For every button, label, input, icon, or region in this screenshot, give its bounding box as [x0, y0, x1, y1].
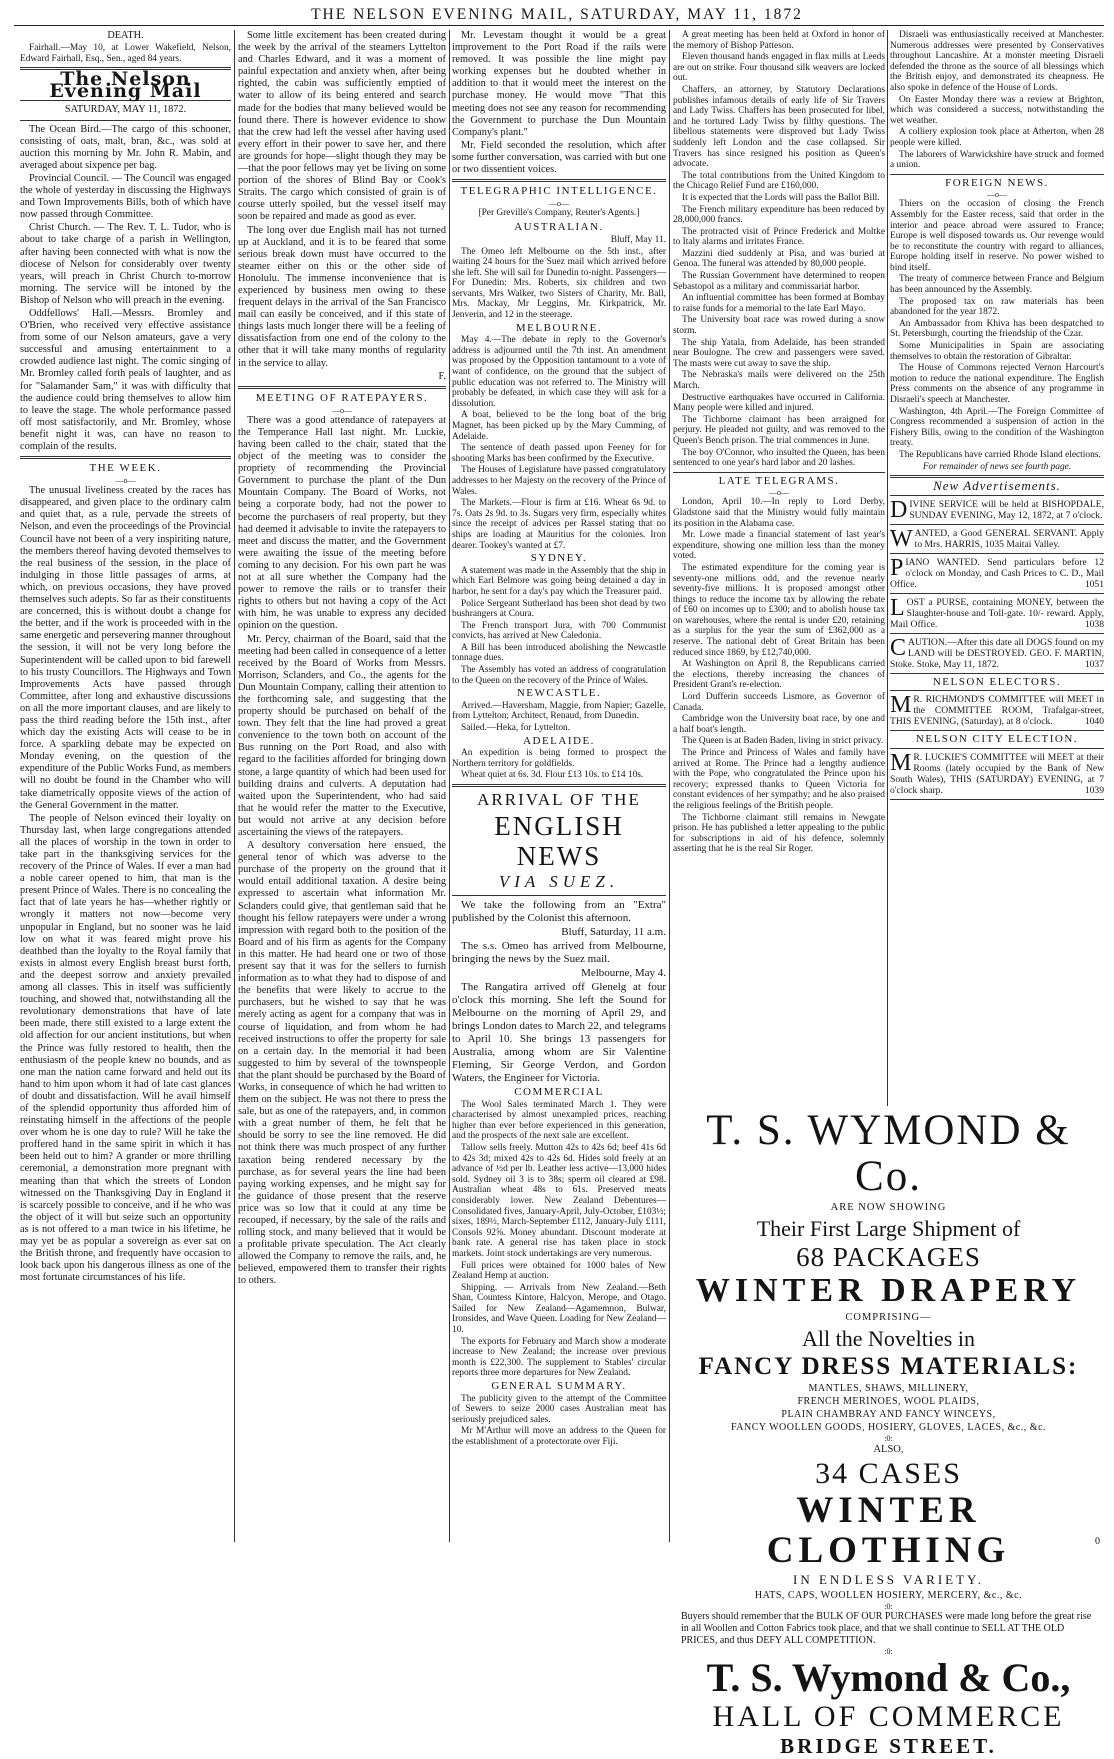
arrival-heading-3: VIA SUEZ.	[498, 872, 620, 891]
rule	[890, 730, 1104, 731]
column-2	[238, 30, 446, 1540]
election-heading: NELSON CITY ELECTION.	[915, 733, 1079, 746]
local-items	[20, 124, 231, 454]
telegram-paragraph: Arrived.—Haversham, Maggie, from Napier; Gazelle, from Lyttelton; Architect, Renaud, from Dunedin.	[452, 700, 666, 722]
telegram-paragraph: A boat, believed to be the long boat of the brig Magnet, has been picked up by the Mary Cumming, of Adelaide.	[452, 410, 666, 442]
telegram-paragraph: A Bill has been introduced abolishing the Newcastle tonnage dues.	[452, 642, 666, 664]
classified-ad	[890, 554, 1104, 590]
article-paragraph: Mr. Field seconded the resolution, which after some further conversation, was carried with but one or two dissentient voices.	[452, 139, 666, 176]
meeting-heading: MEETING OF RATEPAYERS.	[255, 391, 429, 404]
rule	[452, 179, 666, 182]
news-paragraph: Christ Church. — The Rev. T. L. Tudor, who is about to take charge of a parish in Wellington, after having been connected with what is now the diocese of Nelson for considerably over twenty years, will preach in Christ Church to-morrow morning. The service will be intoned by the Bishop of Nelson who will preach in the evening.	[20, 222, 231, 306]
heading-ornament: —o—	[769, 488, 789, 498]
rule	[452, 895, 666, 896]
rule	[890, 799, 1104, 800]
article-paragraph: Some little excitement has been created during the week by the arrival of the steamers Lyttelton and Charles Edward, and it was a moment of painful expectation and anxiety when, after being righted, the cabin was sufficiently emptied of water to allow of its being entered and search made for the bodies that many believed would be found there. There is however evidence to show that the crew had left the vessel after having used every effort in their power to save her, and there are grounds for hope—slight though they may be—that the poor fellows may yet be living on some portion of the shores of Blind Bay or Cook's Straits. The cargo which consisted of grain is of course utterly spoiled, but the vessel itself may soon be repaired and made as good as ever.	[238, 30, 446, 223]
news-paragraph: The University boat race was rowed during a snow storm.	[673, 315, 885, 337]
paper-date: SATURDAY, MAY 11, 1872.	[64, 104, 187, 116]
rule	[890, 524, 1104, 525]
general-summary-heading: GENERAL SUMMARY.	[491, 1380, 627, 1393]
telegram-paragraph: The Prince and Princess of Wales and family have arrived at Rome. The Prince had a lengthy audience with the Pope, who congratulated the Prince upon his recovery; expressed thanks to Queen Victoria for constant evidences of her sympathy; and he also praised the religious feelings of the British people.	[673, 748, 885, 811]
commercial-paragraph: The exports for February and March show a moderate increase to New Zealand; the increase over previous month is £22,300. The supplement to Stables' circular reports three more departures for New Zealand.	[452, 1336, 666, 1379]
news-paragraph: The boy O'Connor, who insulted the Queen, has been sentenced to one year's hard labor and 20 lashes.	[673, 447, 885, 469]
classified-ad	[890, 749, 1104, 796]
telegram-paragraph: At Washington on April 8, the Republicans carried the elections, thereby increasing the chances of President Grant's re-election.	[673, 659, 885, 691]
page-number: 0	[1095, 1536, 1100, 1547]
news-items	[673, 30, 885, 469]
classified-ad	[890, 694, 1104, 727]
commercial-paragraph: The Wool Sales terminated March 1. They were characterised by almost unexampled prices, reaching higher than ever before experienced in this generation, and the prospects of the next sale are excellent.	[452, 1099, 666, 1142]
news-paragraph: Eleven thousand hands engaged in flax mills at Leeds are out on strike. Four thousand silk weavers are locked out.	[673, 52, 885, 84]
summary-paragraph: The publicity given to the attempt of the Committee of Sewers to seize 2000 cases Australian meat has seriously prejudiced sales.	[452, 1393, 666, 1425]
general-summary-items	[452, 1394, 666, 1448]
new-advertisements-heading: New Advertisements.	[933, 478, 1061, 494]
ad-text: AUTION.—After this date all DOGS found on my LAND will be DESTROYED. GEO. F. MARTIN, Stoke. Stoke, May 11, 1872.	[890, 636, 1104, 670]
rule	[890, 553, 1104, 554]
article-paragraph: The people of Nelson evinced their loyalty on Thursday last, when large congregations attended all the places of worship in the town in order to take part in the thanksgiving services for the recovery of the Prince of Wales. If ever a man had a noble career opened to him, that man is the present Prince of Wales. There is no concealing the fact that of late years he has—whether rightly or wrongly it matters not now—become very unpopular in England, but no sooner was he laid low on what it was feared might prove his deathbed than the loyalty to the Royal family that exists in almost every English breast burst forth, and the deepest sorrow and anxiety prevailed among all classes. This in itself was sufficiently touching, and showed that, notwithstanding all the revolutionary demonstrations that have of late been made, there still existed to a large extent the old affection for our ancient institutions, but when the Prince was fully restored to health, then the enthusiasm of the people knew no bounds, and as one man the nation came forward and held out its hand to him upon whom it had of late cast glances of doubt and dissatisfaction. Will he avail himself of the splendid opportunity thus afforded him of reinstating himself in the affections of the people over whom he is one day to rule? Will he take the proffered hand in the same spirit in which it has been held out to him? A grander or more thrilling ceremonial, a demonstration more pregnant with meaning than that which the streets of London witnessed on the Thanksgiving Day in England it is scarcely possible to conceive, and if he who was the object of it will but seize such an opportunity as is not offered to a man twice in his lifetime, he may yet be as popular a sovereign as ever sat on the British throne, and frequently have occasion to look back upon his dangerous illness as one of the most fortunate circumstances of his life.	[20, 812, 231, 1284]
electors-ad	[890, 694, 1104, 731]
telegram-paragraph: The Assembly has voted an address of congratulation to the Queen on the recovery of the Prince of Wales.	[452, 665, 666, 686]
column-rule	[234, 30, 235, 1542]
commercial-items	[452, 1100, 666, 1379]
telegram-paragraph: Mr. Lowe made a financial statement of last year's expenditure, showing one million less than the money voted.	[673, 530, 885, 562]
article-paragraph: Mr. Percy, chairman of the Board, said that the meeting had been called in consequence of a letter received by the Board of Works from Messrs. Morrison, Sclanders, and Co., the agents for the Dun Mountain Company, calling their attention to the forthcoming sale, and suggesting that the property should be purchased on behalf of the town. They felt that the line had proved a great convenience to the town both on account of the Bus running on the Port Road, and also with regard to the facilities afforded for bringing down stone, a large quantity of which had been used for building drains and culverts. A deputation had waited upon the Superintendent, who had said that he would refer the matter to the Executive, but would not arrive at any decision before ascertaining the views of the ratepayers.	[238, 633, 446, 838]
ad-winter-drapery: WINTER DRAPERY	[695, 1272, 1082, 1309]
foreign-news-paragraph: Washington, 4th April.—The Foreign Committee of Congress recommended a suspension of action in the Fishery Bills, owing to the condition of the Washington treaty.	[890, 406, 1104, 449]
rule	[890, 174, 1104, 175]
telegram-paragraph: The Houses of Legislature have passed congratulatory addresses to her Majesty on the recovery of the Prince of Wales.	[452, 465, 666, 497]
arrival-item: The Rangatira arrived off Glenelg at four o'clock this morning. She left the Sound for Melbourne on the morning of April 29, and brings London dates to March 22, and telegrams to April 10. She brings 13 passengers for Australia, among whom are Sir Valentine Fleming, Sir George Verdon, and Gordon Waters, the Engineer for Victoria.	[452, 981, 666, 1084]
ad-shipment: Their First Large Shipment of	[756, 1216, 1021, 1241]
week-heading: THE WEEK.	[89, 462, 162, 475]
newcastle-items	[452, 701, 666, 734]
foreign-news-paragraph: The House of Commons rejected Vernon Harcourt's motion to reduce the national expenditure. The English Press comments on the absence of any programme in Disraeli's speech at Manchester.	[890, 363, 1104, 405]
late-telegram-items	[673, 497, 885, 855]
dateline: Bluff, May 11.	[610, 234, 666, 245]
foreign-news-paragraph: Thiers on the occasion of closing the French Assembly for the Easter recess, said that order in the interior and peace abroad were assured to France; Europe is well disposed towards us. Our revenge would be to reconstitute the country with regard to alliances, Europe holding itself in reserve. No power wished to bind itself.	[890, 199, 1104, 273]
ad-text: IVINE SERVICE will be held at BISHOPDALE, SUNDAY EVENING, May 12, 1872, at 7 o'clock.	[909, 498, 1104, 521]
news-paragraph: The French military expenditure has been reduced by 28,000,000 francs.	[673, 204, 885, 226]
rule	[20, 120, 231, 121]
summary-paragraph: Mr M'Arthur will move an address to the Queen for the establishment of a protectorate over Fiji.	[452, 1426, 666, 1447]
telegram-paragraph: A statement was made in the Assembly that the ship in which Earl Belmore was going being detained a day in harbor, he sent for a day's pay which the Treasurer paid.	[452, 565, 666, 597]
dateline: Bluff, Saturday, 11 a.m.	[561, 926, 666, 938]
news-paragraph: A colliery explosion took place at Atherton, when 28 people were killed.	[890, 127, 1104, 148]
telegram-paragraph: The Queen is at Baden Baden, living in strict privacy.	[682, 736, 884, 747]
news-paragraph: The laborers of Warwickshire have struck and formed a union.	[890, 149, 1104, 171]
australian-heading: AUSTRALIAN.	[514, 220, 604, 233]
rule	[890, 495, 1104, 496]
news-paragraph: Oddfellows' Hall.—Messrs. Bromley and O'Brien, who received very effective assistance from some of our Nelson amateurs, gave a very successful and amusing entertainment to a crowded audience last night. The comic singing of Mr. Bromley called forth peals of laughter, and as for "Salamander Sam," it was with difficulty that the audience could bring themselves to allow him to leave the stage. The whole performance passed off most satisfactorily, and Mr. Bromley, whose benefit night it was, can have no reason to complain of the results.	[20, 307, 231, 452]
death-heading: DEATH.	[107, 30, 144, 41]
telegram-paragraph: The estimated expenditure for the coming year is seventy-one millions odd, and the revenue nearly seventy-five millions. It is proposed amongst other things to reduce the income tax by allowing the rebate of £60 on incomes up to £300; and to abolish house tax on warehouses, where the rental is under £20, retaining as a surplus for the year the sum of £362,000 as a reserve. The national debt of Great Britain has been reduced since 1869, by £12,740,000.	[673, 562, 885, 658]
sydney-items	[452, 566, 666, 687]
rule	[890, 673, 1104, 674]
meeting-article	[238, 415, 446, 1288]
ad-number: 1038	[1084, 618, 1104, 630]
ad-cases: 34 CASES	[815, 1457, 962, 1490]
ad-comprising: COMPRISING—	[845, 1312, 932, 1323]
telegram-paragraph: Sailed.—Heka, for Lyttelton.	[461, 723, 571, 734]
article-paragraph: A desultory conversation here ensued, the general tenor of which was adverse to the purchase of the property on the ground that it would entail additional taxation. A desire being expressed to ascertain what information Mr. Sclanders could give, that gentleman said that he thought his fellow ratepayers were under a wrong impression with regard both to the position of the Board and of his firm as agents for the Company in this matter. He had heard one or two of those present say that it was for the sellers to furnish information as to what they had to dispose of and the benefits that were likely to accrue to the purchasers, but he wished to say that he was merely acting as agent for a company that was in course of liquidation, and from whom he had received instructions to offer the property for sale on a certain day. In the memorial it had been suggested to him by several of the townspeople that the plant should be purchased by the Board of Works, in consequence of which he had written to them on the subject. He was not there to press the sale, but as one of the ratepayers, and, in common with a great number of them, he felt that he should be sorry to see the line removed. He did not think there was much prospect of any further taxation being rendered necessary by the purchase, as for several years the line had been paying working expenses, and he might say for the guidance of those present that the reserve price was so low that it could at any time be recouped, if necessary, by the sale of the rails and rolling stock, and many believed that it would be a profitable private speculation. The Act clearly allowed the Company to remove the rails, and, he believed, empowered them to transfer their rights to others.	[238, 840, 446, 1287]
foreign-news-paragraph: The Republicans have carried Rhode Island elections.	[899, 449, 1101, 460]
classified-ad	[890, 634, 1104, 670]
telegram-paragraph: London, April 10.—In reply to Lord Derby, Gladstone said that the Ministry would fully maintain its position in the Alabama case.	[673, 497, 885, 529]
week-article-continued	[238, 30, 446, 370]
heading-ornament: —o—	[987, 190, 1007, 200]
ad-also: ALSO,	[873, 1444, 904, 1455]
paper-title: The Nelson Evening Mail	[49, 68, 202, 103]
news-paragraph: Provincial Council. — The Council was engaged the whole of yesterday in discussing the Highways and Town Improvements Bills, both of which have now passed through Committee.	[20, 172, 231, 221]
news-paragraph: On Easter Monday there was a review at Brighton, which was considered a success, notwithstanding the wet weather.	[890, 94, 1104, 126]
masthead-rule	[14, 25, 1104, 26]
commercial-heading: COMMERCIAL	[514, 1086, 604, 1098]
ad-firm-name-2: T. S. Wymond & Co.,	[706, 1655, 1071, 1700]
column-5	[890, 30, 1104, 1105]
rule	[238, 386, 446, 389]
foreign-news-paragraph: An Ambassador from Khiva has been despatched to St. Petersburgh, courting the friendship of the Czar.	[890, 318, 1104, 340]
news-paragraph: The Ocean Bird.—The cargo of this schooner, consisting of oats, malt, bran, &c., was sold at auction this morning by Mr. John R. Mabin, and averaged about sixpence per bag.	[20, 123, 231, 171]
drop-capital: C	[890, 634, 907, 661]
commercial-paragraph: Tallow sells freely. Mutton 42s to 42s 6d; beef 41s 6d to 42s 3d; mixed 42s to 42s 6d. Hides sold freely at an advance of ½d per lb. Leather less active—13,000 hides sold. Sydney oil 3 is to 38s; sperm oil cleared at £98. Australian wheat 48s to 61s. Preserved meats considerably lower. New Zealand Debentures—Consolidated fives, January-April, July-October, £103½; sixes, 189½, March-September £112, January-July £111, Consols 92⅝. Money abundant. Discount moderate at bank rate. A general rise has taken place in stock markets. Joint stock undertakings are very numerous.	[452, 1142, 666, 1259]
wymond-display-ad	[673, 1107, 1104, 1758]
ad-notice: Buyers should remember that the BULK OF OUR PURCHASES were made long before the great rise in all Woollen and Cotton Fabrics took place, and that we shall continue to SELL AT THE OLD PRICES, and thus DEFY ALL COMPETITION.	[681, 1611, 1092, 1646]
classified-ad	[890, 525, 1104, 552]
ad-text: R. RICHMOND'S COMMITTEE will MEET in the COMMITTEE ROOM, Trafalgar-street, THIS EVENING, (Saturday), at 8 o'clock.	[890, 694, 1104, 728]
foreign-news-paragraph: Some Municipalities in Spain are associating themselves to obtain the restoration of Gibraltar.	[890, 341, 1104, 362]
adelaide-items	[452, 748, 666, 781]
rule	[20, 456, 231, 459]
classified-ad	[890, 496, 1104, 523]
ad-number: 1039	[1084, 784, 1104, 796]
ad-firm-name: T. S. WYMOND & Co.	[706, 1107, 1071, 1200]
article-paragraph: There was a good attendance of ratepayers at the Temperance Hall last night. Mr. Luckie, having been called to the chair, stated that the object of the meeting was to consider the propriety of recommending the Provincial Government to purchase the plant of the Dun Mountain Company. The Board of Works, not being a corporate body, had not the power to become the purchasers of real property, but they had deemed it advisable to invite the ratepayers to meet and discuss the matter, and the Government were awaiting the issue of the meeting before coming to any decision. For his own part he was not at all sure whether the Company had the power to remove the rails or to transfer their rights to others but not having a copy of the Act with him, he was unable to express any decided opinion on the question.	[238, 414, 446, 632]
telegram-paragraph: The sentence of death passed upon Feeney for for shooting Marks has been confirmed by the Executive.	[452, 443, 666, 464]
ad-hats: HATS, CAPS, WOOLLEN HOSIERY, MERCERY, &c., &c.	[754, 1590, 1023, 1601]
ad-bridge-street: BRIDGE STREET.	[780, 1734, 997, 1758]
telegram-paragraph: The Markets.—Flour is firm at £16. Wheat 6s 9d. to 7s. Oats 2s 9d. to 3s. Sugars very firm, especially whites since the receipt of advices per Rassel stating that no ships are loading at Mauritius for the colonies. Iron dearer. Tookey's wanted at £7.	[452, 498, 666, 551]
sydney-heading: SYDNEY.	[530, 552, 588, 565]
column-rule	[449, 30, 450, 1542]
arrival-item: The s.s. Omeo has arrived from Melbourne, bringing the news by the Suez mail.	[452, 940, 666, 965]
melbourne-heading: MELBOURNE.	[515, 321, 603, 334]
ad-variety: IN ENDLESS VARIETY.	[793, 1572, 984, 1587]
article-paragraph: The unusual liveliness created by the races has disappeared, and given place to the ordinary calm and quiet that, as a rule, pervade the streets of Nelson, and even the proceedings of the Provincial Council have not been of a very inspiriting nature, the members thereof having devoted themselves to the real business of the session, in the place of indulging in those little passages of arms, at which, on previous occasions, they have proved themselves such adepts. So far as their constituents are concerned, this is without doubt a change for the better, and if the work is proceeded with in the same energetic and persevering manner throughout the session, it will not be very long before the Superintendent will be called upon to bid farewell to his trusty Councillors. The Highways and Town Improvements Acts have passed through Committee, after long and exhaustive discussions on all the more important clauses, and are likely to pass the third reading before the 15th inst., after which day the existing Acts will cease to be in force. A sparkling debate may be expected on Monday evening, on the question of the expenditure of the Public Works Fund, as members will no doubt be found in the Chamber who will take diametrically opposite views of the action of the General Government in the matter.	[20, 485, 231, 811]
article-paragraph: Mr. Levestam thought it would be a great improvement to the Port Road if the rails were removed. It was possible the line might pay working expenses but he doubted whether in addition to that it would meet the interest on the purchase money. He would move "That this meeting does not see any reason for recommending the Government to purchase the Dun Mountain Company's plant."	[452, 30, 666, 138]
news-paragraph: The total contributions from the United Kingdom to the Chicago Relief Fund are £160,000.	[673, 170, 885, 192]
ad-text: R. LUCKIE'S COMMITTEE will MEET at their Rooms (lately occupied by the Bank of New South Wales), THIS (SATURDAY) EVENING, at 7 o'clock sharp.	[890, 751, 1104, 796]
arrival-intro: We take the following from an "Extra" published by the Colonist this afternoon.	[452, 899, 666, 924]
column-3	[452, 30, 666, 1540]
drop-capital: W	[890, 525, 913, 552]
news-paragraph: Chaffers, an attorney, by Statutory Declarations publishes infamous details of early life of Sir Travers and Lady Twiss. Chaffers has been prosecuted for libel, and he tortured Lady Twiss by filthy questions. The libellous statements were disproved but Lady Twiss suddenly left London and the case collapsed. Sir Travers has since resigned his position as Queen's advocate.	[673, 84, 885, 170]
telegram-paragraph: An expedition is being formed to prospect the Northern territory for goldfields.	[452, 748, 666, 769]
electors-heading: NELSON ELECTORS.	[932, 675, 1062, 688]
news-paragraph: A great meeting has been held at Oxford in honor of the memory of Bishop Patteson.	[673, 30, 885, 51]
melbourne-items	[452, 335, 666, 551]
telegram-paragraph: Cambridge won the University boat race, by one and a half boat's length.	[673, 714, 885, 735]
ad-winter-clothing: WINTER CLOTHING	[766, 1490, 1011, 1571]
ad-separator: :0:	[884, 1434, 893, 1443]
news-paragraph: The Tichborne claimant has been arraigned for perjury. He pleaded not guilty, and was removed to the Queen's Bench prison. The trial commences in June.	[673, 414, 885, 446]
foreign-news-paragraph: The proposed tax on raw materials has been abandoned for the year 1872.	[890, 296, 1104, 318]
telegram-paragraph: Lord Dufferin succeeds Lismore, as Governor of Canada.	[673, 692, 885, 713]
ad-text: ANTED, a Good GENERAL SERVANT. Apply to Mrs. HARRIS, 1035 Maitai Valley.	[914, 527, 1104, 550]
news-paragraph: An influential committee has been formed at Bombay to raise funds for a memorial to the late Earl Mayo.	[673, 293, 885, 314]
late-telegrams-heading: LATE TELEGRAMS.	[718, 474, 840, 487]
meeting-article-continued	[452, 30, 666, 176]
ad-hall-of-commerce: HALL OF COMMERCE	[712, 1700, 1065, 1733]
election-ad	[890, 749, 1104, 800]
ad-packages: 68 PACKAGES	[796, 1242, 981, 1272]
news-paragraph: The protracted visit of Prince Frederick and Moltke to Italy alarms and irritates France.	[673, 226, 885, 248]
heading-ornament: —o—	[549, 199, 569, 209]
rule	[673, 472, 885, 473]
ad-separator: :0:	[884, 1647, 893, 1656]
commercial-paragraph: Shipping. — Arrivals from New Zealand.—Beth Shan, Countess Kintore, Halcyon, Merope, and Otago. Sailed for New Zealand—Agamemnon, Bulwar, Ironsides, and Wave Queen. Loading for New Zealand—10.	[452, 1282, 666, 1336]
rule	[452, 784, 666, 787]
telegram-paragraph: May 4.—The debate in reply to the Governor's address is adjourned until the 7th inst. An amendment was proposed by the Opposition tantamount to a vote of want of confidence, on the ground that the subject of public education was not referred to. The Ministry will probably be defeated, in which case they will ask for a dissolution.	[452, 335, 666, 409]
drop-capital: D	[890, 496, 908, 523]
ad-number: 1040	[1084, 716, 1104, 728]
classified-ads	[890, 496, 1104, 674]
ad-item: PLAIN CHAMBRAY AND FANCY WINCEYS,	[781, 1409, 996, 1420]
drop-capital: P	[890, 554, 904, 581]
rule	[890, 690, 1104, 691]
drop-capital: M	[890, 749, 912, 776]
foreign-news-items	[890, 199, 1104, 460]
ad-fancy-dress: FANCY DRESS MATERIALS:	[698, 1353, 1079, 1380]
column-rule	[887, 30, 888, 1106]
telegram-paragraph: The French transport Jura, with 700 Communist convicts, has arrived at New Caledonia.	[452, 620, 666, 642]
agency-credit: [Per Greville's Company, Reuter's Agents.]	[478, 208, 640, 219]
foreign-news-paragraph: The treaty of commerce between France and Belgium has been announced by the Assembly.	[890, 274, 1104, 296]
column-rule	[669, 30, 670, 1542]
ad-item: MANTLES, SHAWS, MILLINERY,	[808, 1383, 969, 1394]
ad-number: 1037	[1084, 658, 1104, 670]
ad-item: FANCY WOOLLEN GOODS, HOSIERY, GLOVES, LACES, &c., &c.	[730, 1422, 1047, 1433]
arrival-heading-1: ARRIVAL OF THE	[477, 790, 641, 809]
news-paragraph: The ship Yatala, from Adelaide, has been stranded near Boulogne. The crew and passengers were saved. The masts were cut away to save the ship.	[673, 337, 885, 369]
telegram-paragraph: Wheat quiet at 6s. 3d. Flour £13 10s. to £14 10s.	[461, 770, 644, 781]
ad-now-showing: ARE NOW SHOWING	[830, 1202, 947, 1213]
telegram-paragraph: The Tichborne claimant still remains in Newgate prison. He has published a letter appealing to the public for subscriptions in aid of his defence, solemnly asserting that he is the real Sir Roger.	[673, 812, 885, 855]
ad-item: FRENCH MERINOES, WOOL PLAIDS,	[797, 1396, 980, 1407]
rule	[890, 748, 1104, 749]
ad-text: OST a PURSE, containing MONEY, between the Slaughter-house and Toll-gate. 10/- reward. Apply, Mail Office.	[890, 596, 1104, 630]
news-paragraph: Mazzini died suddenly at Pisa, and was buried at Genoa. The funeral was attended by 80,000 people.	[673, 248, 885, 270]
classified-ad	[890, 594, 1104, 630]
column-1	[20, 30, 231, 1540]
telegraphic-heading: TELEGRAPHIC INTELLIGENCE.	[460, 185, 658, 198]
ad-novelties: All the Novelties in	[802, 1326, 975, 1351]
news-paragraph: The Russian Government have determined to reopen Sebastopol as a military and commissariat harbor.	[673, 271, 885, 292]
arrival-heading-2: ENGLISH NEWS	[494, 811, 624, 871]
foreign-news-heading: FOREIGN NEWS.	[945, 176, 1049, 189]
signature: F.	[438, 370, 446, 382]
death-notice: Fairhall.—May 10, at Lower Wakefield, Nelson, Edward Fairhall, Esq., Sen., aged 84 years.	[20, 43, 231, 64]
heading-ornament: —o—	[115, 476, 136, 486]
news-paragraph: Destructive earthquakes have occurred in California. Many people were killed and injured.	[673, 392, 885, 414]
rule	[890, 593, 1104, 594]
adelaide-heading: ADELAIDE.	[523, 734, 595, 747]
article-paragraph: The long over due English mail has not turned up at Auckland, and it is to be feared that some serious break down must have occurred to the steamer either on this or the other side of Honolulu. The immense inconvenience that is experienced by business men owing to these frequent delays in the arrival of the San Francisco mail can easily be conceived, and if this state of things lasts much longer there will be a feeling of dissatisfaction from one end of the colony to the other that it will take many months of regularity in the service to allay.	[238, 224, 446, 369]
drop-capital: M	[890, 692, 912, 719]
week-article	[20, 485, 231, 1284]
heading-ornament: —o—	[332, 405, 352, 415]
remainder-note: For remainder of news see fourth page.	[922, 461, 1072, 472]
ad-text: IANO WANTED. Send particulars before 12 o'clock on Monday, and Cash Prices to C. D., Mail Office.	[890, 556, 1104, 590]
news-paragraph: It is expected that the Lords will pass the Ballot Bill.	[682, 192, 880, 203]
newcastle-heading: NEWCASTLE.	[516, 687, 602, 700]
masthead: THE NELSON EVENING MAIL, SATURDAY, MAY 11, 1872	[311, 6, 803, 23]
rule	[890, 633, 1104, 634]
bluff-item: The Omeo left Melbourne on the 5th inst., after waiting 24 hours for the Suez mail which arrived before she left. She will sail for Dunedin to-night. Passengers—For Dunedin: Mrs. Roberts, six children and two servants, Mrs Walker, two Sisters of Charity, Mr. Ball, Mrs. Mackay, Mr Leggins, Mr. Kirkpatrick, Mr. Jenverin, and 12 in the steerage.	[452, 246, 666, 321]
column-4	[673, 30, 885, 1105]
commercial-paragraph: Full prices were obtained for 1000 bales of New Zealand Hemp at auction.	[452, 1260, 666, 1282]
news-paragraph: The Nebraska's mails were delivered on the 25th March.	[673, 370, 885, 391]
dateline: Melbourne, May 4.	[581, 967, 666, 979]
drop-capital: L	[890, 594, 905, 621]
telegram-paragraph: Police Sergeant Sutherland has been shot dead by two bushrangers at Coura.	[452, 598, 666, 620]
ad-number: 1051	[1084, 578, 1104, 590]
news-items	[890, 30, 1104, 171]
news-paragraph: Disraeli was enthusiastically received at Manchester. Numerous addresses were presented by Conservatives throughout Lancashire. At a monster meeting Disraeli defended the throne as the source of all blessings which the British enjoy, and demonstrated its cheapness. He also spoke in defence of the House of Lords.	[890, 30, 1104, 93]
ad-separator: :0:	[884, 1602, 893, 1611]
